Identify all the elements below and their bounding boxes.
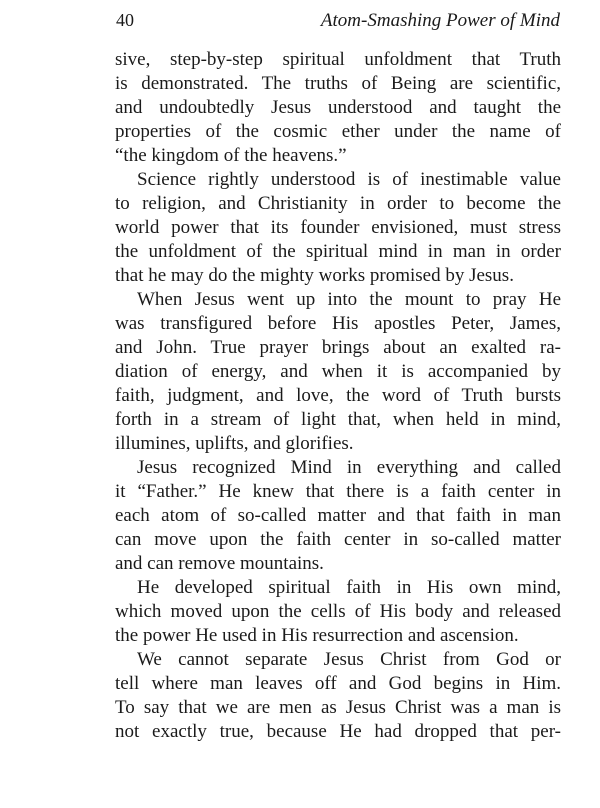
text-line: illumines, uplifts, and glorifies. xyxy=(115,433,354,454)
text-line: Jesus recognized Mind in everything and called xyxy=(137,457,561,478)
text-line: sive, step-by-step spiritual unfoldment that Truth xyxy=(115,49,561,70)
text-line: was transfigured before His apostles Peter, James, xyxy=(115,313,561,334)
text-line: each atom of so-called matter and that faith in man xyxy=(115,505,561,526)
text-line: faith, judgment, and love, the word of Truth bursts xyxy=(115,385,561,406)
running-title: Atom-Smashing Power of Mind xyxy=(320,10,560,31)
text-line: To say that we are men as Jesus Christ was a man is xyxy=(115,697,561,718)
text-line: tell where man leaves off and God begins in Him. xyxy=(115,673,561,694)
text-line: forth in a stream of light that, when held in mind, xyxy=(115,409,561,430)
text-line: and John. True prayer brings about an exalted ra- xyxy=(115,337,561,358)
text-line: that he may do the mighty works promised by Jesus. xyxy=(115,265,514,286)
text-line: “the kingdom of the heavens.” xyxy=(115,145,347,166)
text-line: diation of energy, and when it is accompanied by xyxy=(115,361,561,382)
text-line: is demonstrated. The truths of Being are scientific, xyxy=(115,73,561,94)
text-line: We cannot separate Jesus Christ from God or xyxy=(137,649,561,670)
body-text xyxy=(115,48,561,744)
text-line: When Jesus went up into the mount to pray He xyxy=(137,289,561,310)
text-line: and can remove mountains. xyxy=(115,553,324,574)
text-line: can move upon the faith center in so-called matter xyxy=(115,529,561,550)
text-line: the power He used in His resurrection and ascension. xyxy=(115,625,519,646)
text-line: to religion, and Christianity in order to become the xyxy=(115,193,561,214)
text-line: which moved upon the cells of His body and released xyxy=(115,601,561,622)
text-line: world power that its founder envisioned, must stress xyxy=(115,217,561,238)
text-line: Science rightly understood is of inestimable value xyxy=(137,169,561,190)
text-line: not exactly true, because He had dropped that per- xyxy=(115,721,561,742)
text-line: the unfoldment of the spiritual mind in man in order xyxy=(115,241,561,262)
page-number: 40 xyxy=(116,10,134,30)
text-line: He developed spiritual faith in His own mind, xyxy=(137,577,561,598)
text-line: properties of the cosmic ether under the name of xyxy=(115,121,561,142)
text-line: and undoubtedly Jesus understood and taught the xyxy=(115,97,561,118)
text-line: it “Father.” He knew that there is a faith center in xyxy=(115,481,561,502)
